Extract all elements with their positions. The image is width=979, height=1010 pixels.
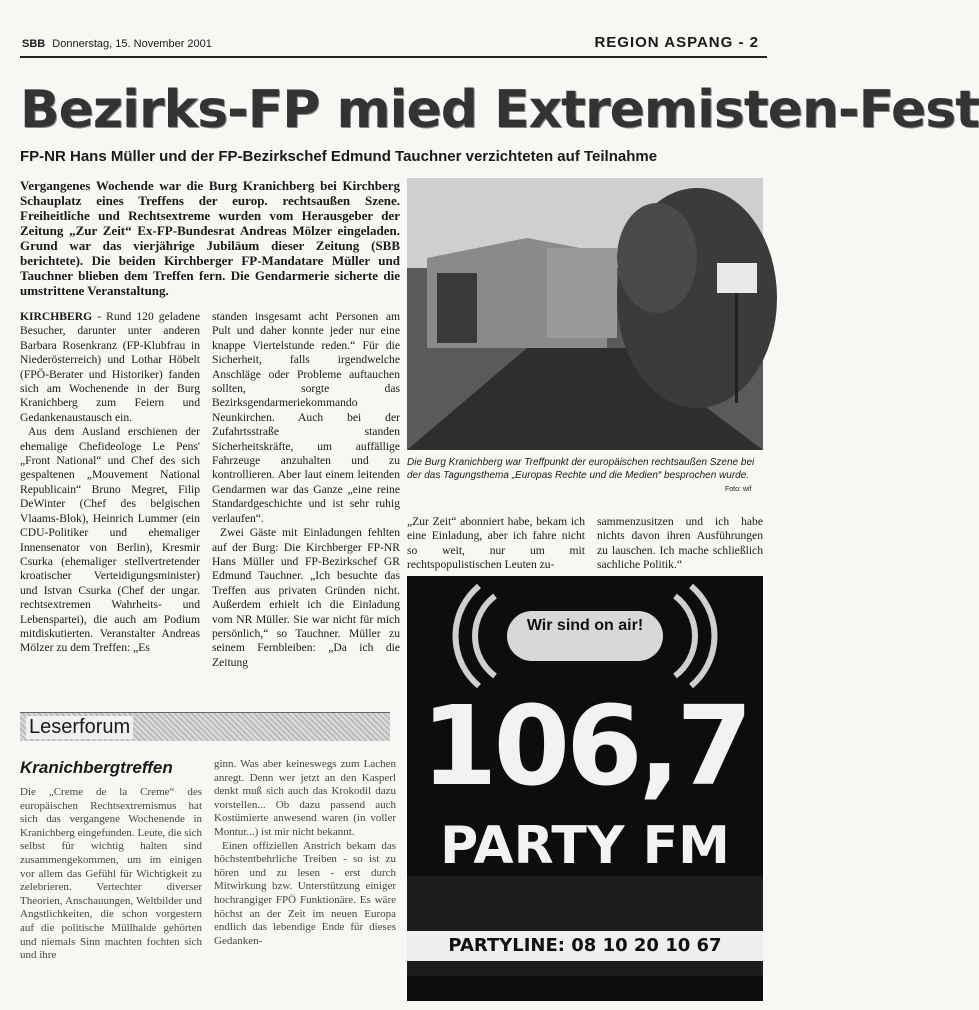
party-fm-ad bbox=[407, 576, 763, 1001]
headline: Bezirks-FP mied Extremisten-Fest bbox=[20, 80, 979, 140]
article-column-2 bbox=[212, 310, 400, 670]
article-column-4: sammenzusitzen und ich habe nichts davon ihren Ausführungen zu lauschen. Ich mache schließlich sachliche Politik.“ bbox=[597, 515, 763, 572]
paper-name: SBB bbox=[22, 38, 46, 50]
article-col2-para1: standen insgesamt acht Personen am Pult und daher konnte jeder nur eine knappe Viertelstunde reden.“ Für die Sicherheit, falls irgendwelche Anschläge oder Probleme auftauchen sollten, sorgte das Bezirksgendarmeriekommando Neunkirchen. Auch bei der Zufahrtsstraße standen Sicherheitskräfte, um auffällige Fahrzeuge anzuhalten und zu kontrollieren. Aber laut einem leitenden Gendarmen war das Ganze „eine reine Standardgeschichte und ist sehr ruhig verlaufen“. bbox=[212, 310, 400, 525]
issue-date: Donnerstag, 15. November 2001 bbox=[52, 38, 212, 50]
article-column-1 bbox=[20, 310, 200, 656]
subheadline: FP-NR Hans Müller und der FP-Bezirkschef Edmund Tauchner verzichteten auf Teilnahme bbox=[20, 148, 658, 165]
letter-col2-para1: ginn. Was aber keineswegs zum Lachen anregt. Denn wer jetzt an den Kasperl denkt muß sich auch das Krokodil dazu vorstellen... Ob dazu passend auch Kostümierte anwesend waren (in voller Montur...) ist mir nicht bekannt. bbox=[214, 758, 396, 838]
photo-credit: Foto: wif bbox=[725, 486, 752, 493]
leserforum-title: Leserforum bbox=[26, 716, 133, 739]
section-name: REGION ASPANG bbox=[594, 34, 734, 51]
article-column-3: „Zur Zeit“ abonniert habe, bekam ich eine Einladung, aber ich fahre nicht so weit, nur um mit rechtspopulistischen Leuten zu- bbox=[407, 515, 585, 572]
page-number: 2 bbox=[749, 34, 759, 51]
letter-col2-para2: Einen offiziellen Anstrich bekam das höchstentbehrliche Treiben - so ist zu hören und zu lesen - erst durch Mitwirkung bzw. Unterstützung einiger hochrangiger FPÖ Funktionäre. Es wäre höchst an der Zeit im neuen Europa endlich das lebendige Ende für dieses Gedanken- bbox=[214, 839, 396, 947]
ad-frequency: 106,7 bbox=[421, 682, 749, 810]
castle-photo-image bbox=[407, 178, 763, 450]
header-rule bbox=[20, 56, 767, 58]
letter-column-2 bbox=[214, 758, 396, 948]
letter-title: Kranichbergtreffen bbox=[20, 758, 173, 777]
page-header-right: REGION ASPANG - 2 bbox=[594, 34, 759, 51]
photo-caption: Die Burg Kranichberg war Treffpunkt der europäischen rechtsaußen Szene bei der das Tagungsthema „Europas Rechte und die Medien“ besprochen wurde. bbox=[407, 457, 755, 481]
ad-station: PARTY FM bbox=[440, 816, 730, 876]
leserforum-banner bbox=[20, 712, 390, 741]
page-header-left bbox=[22, 38, 212, 50]
article-col1-para1: - Rund 120 geladene Besucher, darunter unter anderen Barbara Rosenkranz (FP-Klubfrau in Niederösterreich) und Lothar Höbelt (FPÖ-Berater und Historiker) fanden sich am Wochenende in der Burg Kranichberg zum Feiern und Gedankenaustausch ein. bbox=[20, 310, 201, 424]
article-col2-para2: Zwei Gäste mit Einladungen fehlten auf der Burg: Die Kirchberger FP-NR Hans Müller und FP-Bezirkschef GR Edmund Tauchner. „Ich besuchte das Treffen aus privaten Gründen nicht. Außerdem erhielt ich die Einladung vom NR Müller. Sie war nicht für mich persönlich,“ so Tauchner. Müller zu seinem Fernbleiben: „Da ich die Zeitung bbox=[212, 526, 400, 669]
dateline: KIRCHBERG bbox=[20, 310, 93, 323]
ad-partyline: PARTYLINE: 08 10 20 10 67 bbox=[448, 935, 722, 956]
letter-column-1: Die „Creme de la Creme“ des europäischen Rechtsextremismus hat sich das vergangene Wochenende in Kranichberg eingefunden. Leute, die sich selbst für wichtig halten sind zusammengekommen, um im einigen vor allem das Gefühl für Wichtigkeit zu zelebrieren. Vertechter diverser Theorien, Anschauungen, Weltbilder und Angstlichkeiten, die schon vorgestern auf die politische Müllhalde gehörten und niemals Sinn machten fochten sich und ihre bbox=[20, 786, 202, 962]
article-col1-para2: Aus dem Ausland erschienen der ehemalige Chefideologe Le Pens' „Front National“ und Chef des sich gespaltenen „Mouvement National Republicain“ Bruno Megret, Filip DeWinter (Chef des belgischen Vlaams-Blok), Heinrich Lummer (ein CDU-Politiker und ehemaliger Innensenator von Berlin), Kresmir Csurka (ehemaliger stellvertretender kroatischer Verteidigungsminister) und Istvan Csurka (Chef der ungar. rechtsextremen Wahrheits- und Lebenspartei), die auch am Podium mitdiskutierten. Veranstalter Andreas Mölzer zu dem Treffen: „Es bbox=[20, 425, 200, 655]
on-air-badge: Wir sind on air! bbox=[526, 617, 644, 634]
lead-paragraph: Vergangenes Wochende war die Burg Kranichberg bei Kirchberg Schauplatz eines Treffens der europ. rechtsaußen Szene. Freiheitliche und Rechtsextreme wurden vom Herausgeber der Zeitung „Zur Zeit“ Ex-FP-Bundesrat Andreas Mölzer eingeladen. Grund war das vierjährige Jubiläum dieser Zeitung (SBB berichtete). Die beiden Kirchberger FP-Mandatare Müller und Tauchner blieben dem Treffen fern. Die Gendarmerie sicherte die umstrittene Veranstaltung. bbox=[20, 178, 400, 298]
castle-photo bbox=[407, 178, 763, 450]
